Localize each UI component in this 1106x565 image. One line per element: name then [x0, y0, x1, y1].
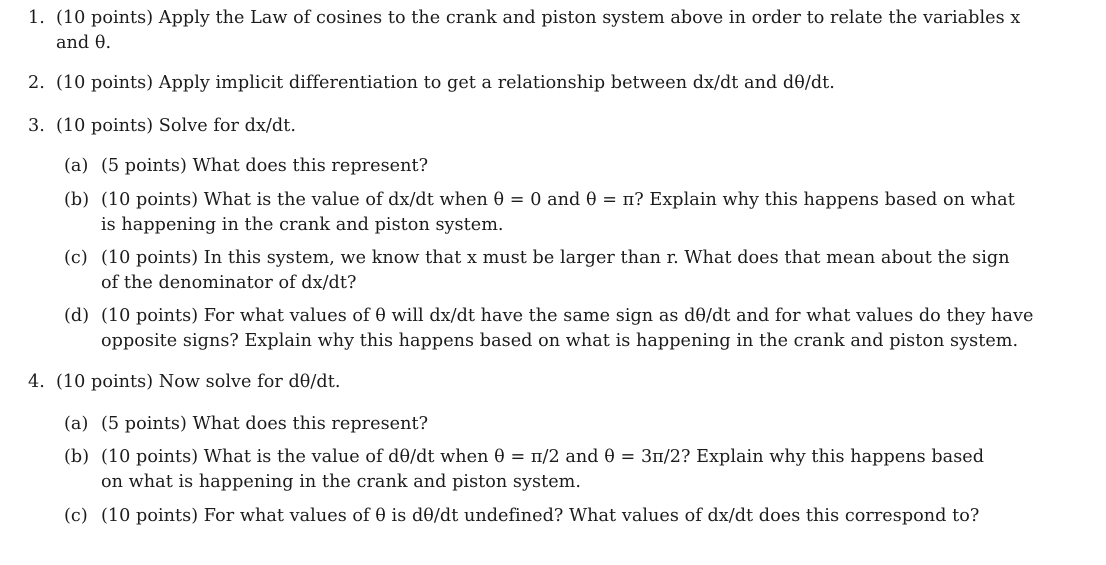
- problem-number: 1.: [28, 8, 45, 28]
- problem-number: 2.: [28, 73, 45, 93]
- part-text-line: (10 points) In this system, we know that x must be larger than r. What does that mean about the sign: [101, 248, 1010, 268]
- part-text-line: (10 points) For what values of θ is dθ/dt undefined? What values of dx/dt does this correspond to?: [101, 506, 980, 526]
- problem-number: 3.: [28, 116, 45, 136]
- part-text-line: is happening in the crank and piston system.: [101, 215, 504, 235]
- problem-number: 4.: [28, 372, 45, 392]
- part-text-line: (10 points) What is the value of dθ/dt when θ = π/2 and θ = 3π/2? Explain why this happens based: [101, 447, 985, 467]
- part-label: (d): [64, 306, 90, 326]
- part-label: (a): [64, 414, 89, 434]
- part-label: (c): [64, 506, 88, 526]
- part-text-line: (5 points) What does this represent?: [101, 414, 429, 434]
- problem-text-line: and θ.: [56, 33, 112, 53]
- problem-text-line: (10 points) Now solve for dθ/dt.: [56, 372, 341, 392]
- part-label: (c): [64, 248, 88, 268]
- part-label: (a): [64, 156, 89, 176]
- part-text-line: on what is happening in the crank and piston system.: [101, 472, 582, 492]
- problem-text-line: (10 points) Apply implicit differentiation to get a relationship between dx/dt and dθ/dt.: [56, 73, 835, 93]
- problem-text-line: (10 points) Apply the Law of cosines to the crank and piston system above in order to relate the variables x: [56, 8, 1021, 28]
- part-text-line: opposite signs? Explain why this happens based on what is happening in the crank and piston system.: [101, 331, 1019, 351]
- problem-text-line: (10 points) Solve for dx/dt.: [56, 116, 296, 136]
- part-text-line: (10 points) What is the value of dx/dt when θ = 0 and θ = π? Explain why this happens based on what: [101, 190, 1015, 210]
- part-label: (b): [64, 190, 90, 210]
- part-text-line: of the denominator of dx/dt?: [101, 273, 357, 293]
- part-label: (b): [64, 447, 90, 467]
- part-text-line: (10 points) For what values of θ will dx/dt have the same sign as dθ/dt and for what values do they have: [101, 306, 1034, 326]
- part-text-line: (5 points) What does this represent?: [101, 156, 429, 176]
